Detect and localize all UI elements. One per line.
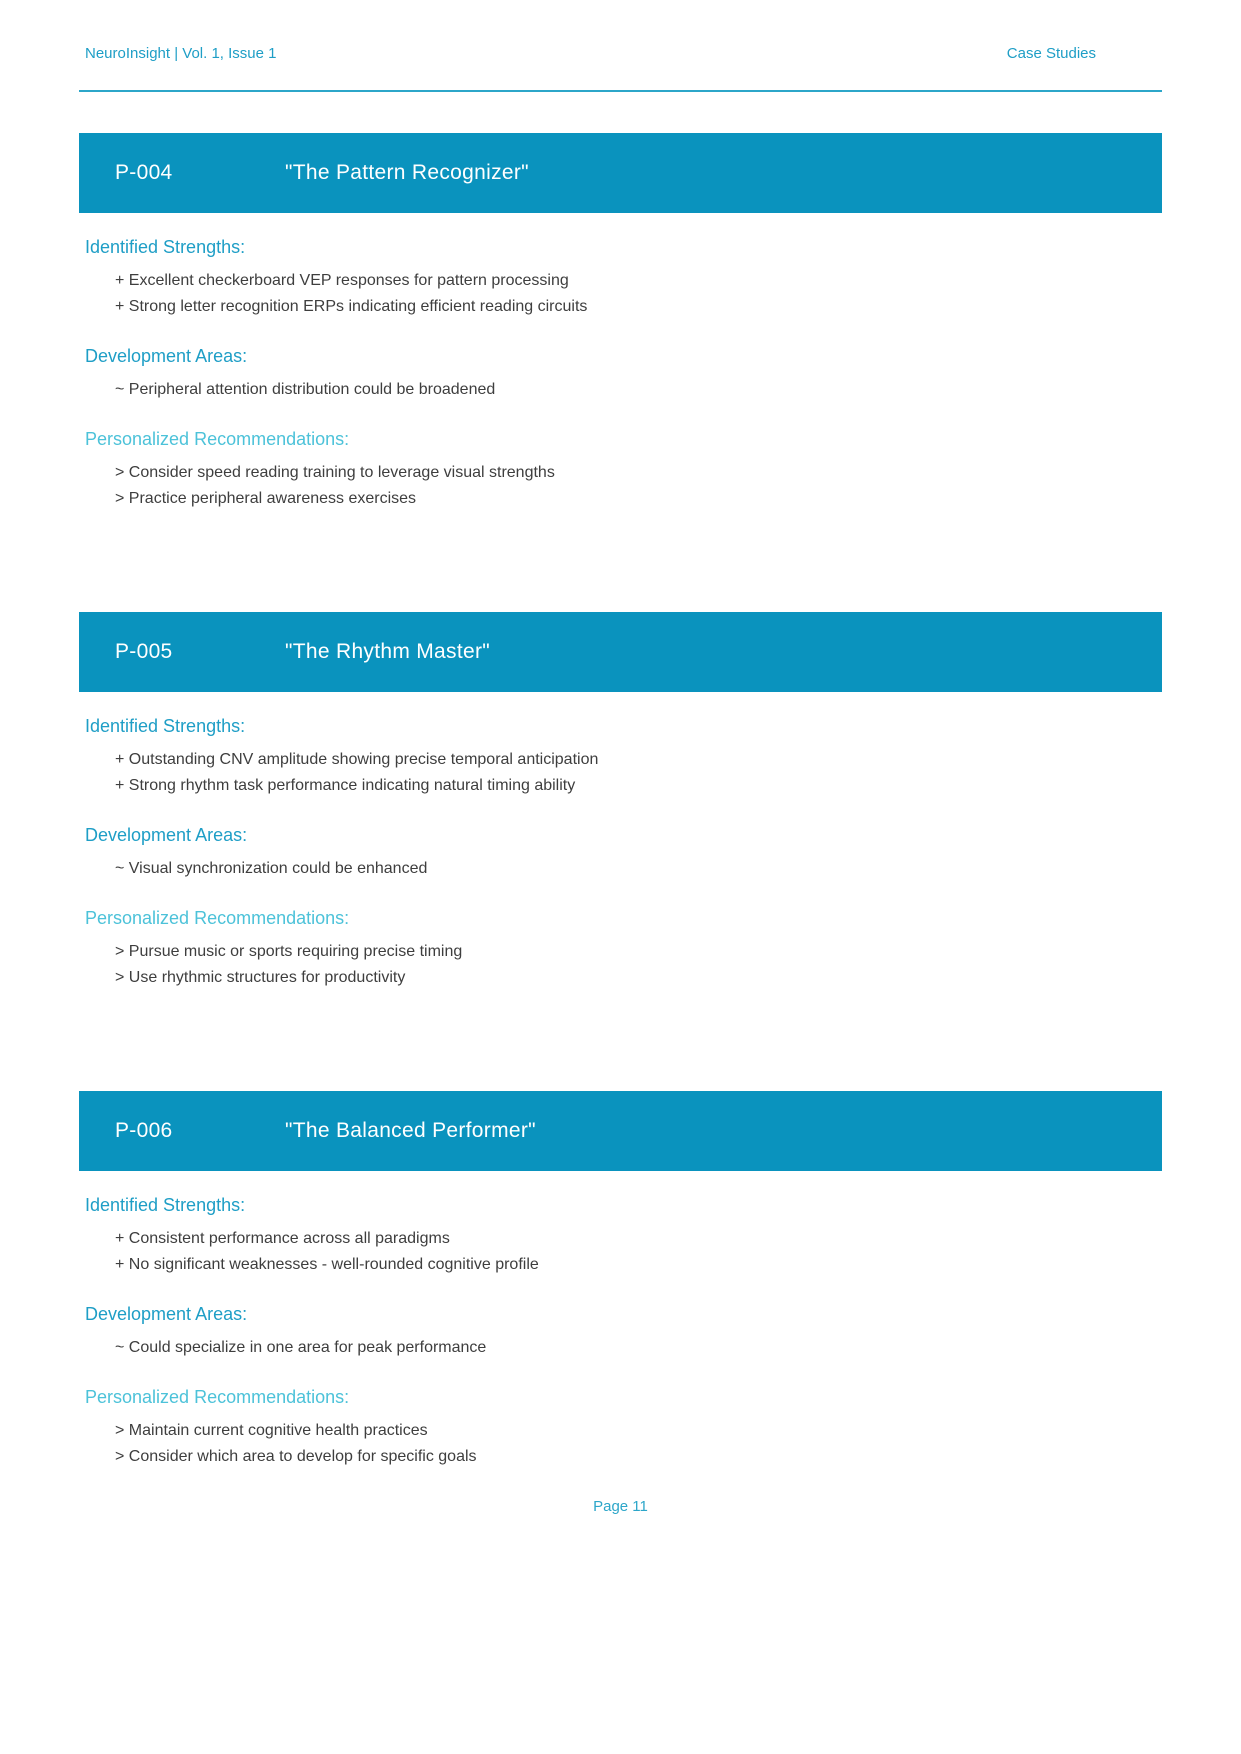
section-heading: Development Areas: xyxy=(85,346,248,366)
page-footer xyxy=(0,1498,1241,1515)
list-item: ~ Could specialize in one area for peak performance xyxy=(115,1339,487,1356)
list-item: + No significant weaknesses - well-rounded cognitive profile xyxy=(115,1256,539,1273)
list-item: > Maintain current cognitive health practices xyxy=(115,1422,428,1439)
development-section xyxy=(79,1304,1162,1361)
section-heading: Personalized Recommendations: xyxy=(85,908,350,928)
list-item: > Practice peripheral awareness exercises xyxy=(115,490,417,507)
participant-nickname: "The Pattern Recognizer" xyxy=(285,161,529,184)
header-section-label: Case Studies xyxy=(1006,45,1096,62)
list-item: + Outstanding CNV amplitude showing precise temporal anticipation xyxy=(115,751,599,768)
strengths-section xyxy=(79,237,1162,320)
section-heading: Personalized Recommendations: xyxy=(85,1387,350,1407)
strengths-section xyxy=(79,716,1162,799)
list-item: > Consider which area to develop for specific goals xyxy=(115,1448,477,1465)
list-item: ~ Peripheral attention distribution could be broadened xyxy=(115,381,496,398)
journal-title: NeuroInsight | Vol. 1, Issue 1 xyxy=(85,45,277,62)
list-item: > Pursue music or sports requiring precise timing xyxy=(115,943,463,960)
case-study-card xyxy=(79,133,1162,512)
case-study-card xyxy=(79,1091,1162,1470)
list-item: + Strong letter recognition ERPs indicating efficient reading circuits xyxy=(115,298,588,315)
card-header-band xyxy=(79,1091,1162,1171)
participant-nickname: "The Balanced Performer" xyxy=(285,1119,536,1142)
list-item: ~ Visual synchronization could be enhanced xyxy=(115,860,428,877)
card-header-band xyxy=(79,133,1162,213)
list-item: + Strong rhythm task performance indicating natural timing ability xyxy=(115,777,576,794)
section-heading: Development Areas: xyxy=(85,1304,248,1324)
page-number: Page 11 xyxy=(593,1498,648,1515)
participant-nickname: "The Rhythm Master" xyxy=(285,640,490,663)
section-heading: Identified Strengths: xyxy=(85,716,246,736)
participant-id: P-006 xyxy=(115,1119,173,1142)
participant-id: P-004 xyxy=(115,161,173,184)
case-study-card xyxy=(79,612,1162,991)
page-header xyxy=(79,0,1162,92)
participant-id: P-005 xyxy=(115,640,173,663)
list-item: > Consider speed reading training to leverage visual strengths xyxy=(115,464,555,481)
content-area xyxy=(79,133,1162,1470)
recommendations-section xyxy=(79,429,1162,512)
section-heading: Identified Strengths: xyxy=(85,237,246,257)
strengths-section xyxy=(79,1195,1162,1278)
recommendations-section xyxy=(79,908,1162,991)
section-heading: Identified Strengths: xyxy=(85,1195,246,1215)
development-section xyxy=(79,346,1162,403)
list-item: + Excellent checkerboard VEP responses for pattern processing xyxy=(115,272,569,289)
development-section xyxy=(79,825,1162,882)
list-item: + Consistent performance across all paradigms xyxy=(115,1230,450,1247)
section-heading: Development Areas: xyxy=(85,825,248,845)
section-heading: Personalized Recommendations: xyxy=(85,429,350,449)
card-header-band xyxy=(79,612,1162,692)
list-item: > Use rhythmic structures for productivity xyxy=(115,969,406,986)
recommendations-section xyxy=(79,1387,1162,1470)
